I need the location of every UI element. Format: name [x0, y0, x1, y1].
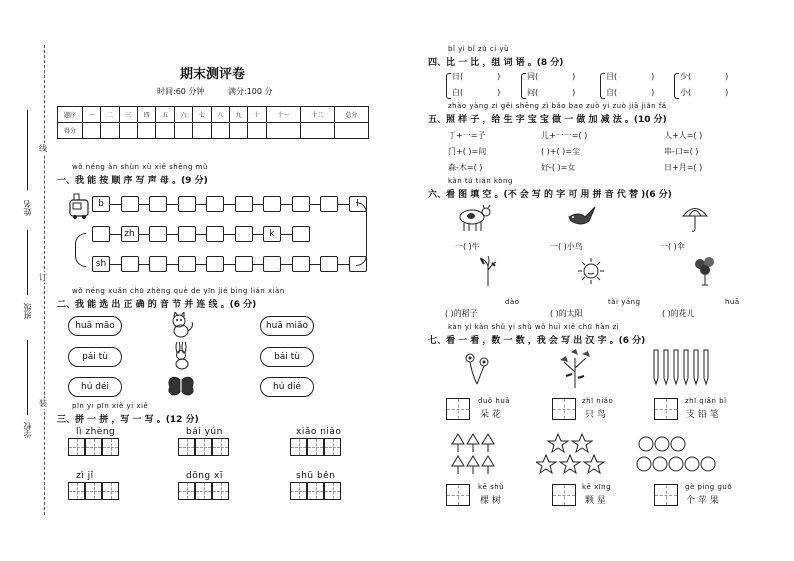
rabbit-icon [170, 342, 194, 374]
answer-box[interactable] [552, 484, 576, 506]
train-track-right [356, 202, 367, 266]
pair-item: 自( ) [606, 88, 655, 97]
q4-heading: 四、比 一 比 ，组 词 语 。(8 分) [428, 58, 564, 68]
word-pinyin: lì zhèng [76, 427, 116, 437]
pair-item: 问( ) [527, 88, 576, 97]
writing-box[interactable] [68, 482, 85, 500]
math-item: 丁+一=子 [448, 131, 486, 140]
school-field[interactable] [27, 340, 28, 415]
fill-pinyin: huā [725, 298, 740, 306]
table-cell: 四 [138, 107, 156, 123]
brace [600, 73, 605, 99]
score-cell[interactable] [119, 123, 137, 139]
option-baitu[interactable]: bái tù [260, 347, 314, 367]
item-pinyin: kē shù [478, 483, 505, 491]
math-item: 门+( )=问 [448, 147, 487, 156]
table-cell: 三 [119, 107, 137, 123]
train-car[interactable] [178, 256, 196, 272]
train-car: b [92, 196, 110, 212]
train-coupler [281, 204, 292, 205]
score-cell[interactable] [101, 123, 119, 139]
q5-heading: 五、照 样 子 ，给 生 字 宝 宝 做 一 做 加 减 法 。(10 分) [428, 115, 667, 125]
margin-label-ding: 订 [39, 273, 47, 282]
score-cell[interactable] [138, 123, 156, 139]
score-cell[interactable] [248, 123, 266, 139]
score-cell[interactable] [193, 123, 211, 139]
flowers-icon [690, 256, 720, 290]
train-car[interactable] [121, 196, 139, 212]
train-coupler [196, 204, 207, 205]
brace [446, 73, 451, 99]
train-coupler [167, 234, 178, 235]
word-pinyin: xiǎo niǎo [296, 427, 342, 437]
table-cell: 总分 [334, 107, 368, 123]
train-coupler [196, 264, 207, 265]
math-item: 好-( )=女 [541, 163, 576, 172]
butterfly-icon [166, 375, 196, 403]
table-cell: 得分 [58, 123, 83, 139]
pair-item: 同( ) [527, 72, 576, 81]
bird-icon [565, 203, 597, 235]
writing-box[interactable] [324, 438, 341, 456]
answer-box[interactable] [446, 398, 470, 420]
train-car[interactable] [149, 256, 167, 272]
table-cell: 六 [174, 107, 192, 123]
score-table [57, 106, 369, 139]
train-car[interactable] [178, 196, 196, 212]
writing-box[interactable] [85, 438, 102, 456]
pair-item: 白( ) [452, 88, 501, 97]
fill-pinyin: tài yáng [608, 298, 641, 306]
table-cell: 八 [211, 107, 229, 123]
train-car[interactable] [235, 256, 253, 272]
math-item: 森-木=( ) [448, 163, 483, 172]
margin-label-school: 学校 [23, 422, 32, 438]
train-car[interactable] [92, 226, 110, 242]
option-huamao[interactable]: huā māo [68, 316, 122, 336]
fill-item: ( )的太阳 [550, 309, 583, 318]
margin-label-class: 班级 [23, 303, 32, 319]
score-table-header-row [58, 107, 369, 123]
train-coupler [253, 264, 264, 265]
score-table-score-row [58, 123, 369, 139]
pair-item: 少( ) [680, 72, 729, 81]
writing-box[interactable] [212, 438, 229, 456]
table-cell: 题序 [58, 107, 83, 123]
brace [521, 73, 526, 99]
train-coupler [224, 204, 235, 205]
answer-box[interactable] [654, 484, 678, 506]
train-coupler [224, 264, 235, 265]
birds-count-icon [556, 348, 594, 392]
train-coupler [110, 264, 121, 265]
q2-heading: 二、我 能 选 出 正 确 的 音 节 并 连 线 。(6 分) [57, 300, 257, 310]
q6-pinyin: kàn tú tián kòng [448, 177, 513, 185]
item-label: 个 苹 果 [686, 496, 719, 506]
cow-icon [455, 203, 495, 237]
train-car[interactable] [292, 196, 310, 212]
train-coupler [338, 204, 349, 205]
table-cell: 二 [101, 107, 119, 123]
train-coupler [338, 264, 349, 265]
pencils-count-icon [648, 348, 714, 390]
exam-score: 满分:100 分 [228, 87, 273, 96]
q3-pinyin: pīn yi pīn xiě yi xiě [72, 402, 149, 410]
fill-pinyin: dào [505, 298, 520, 306]
writing-box[interactable] [324, 482, 341, 500]
train-car[interactable] [320, 196, 338, 212]
train-car: zh [121, 226, 139, 242]
writing-box[interactable] [195, 438, 212, 456]
option-paitu[interactable]: pái tù [68, 347, 122, 367]
option-huamiao[interactable]: huā miāo [260, 316, 314, 336]
table-cell: 十二 [300, 107, 334, 123]
train-coupler [281, 264, 292, 265]
item-pinyin: gè píng guǒ [685, 483, 733, 491]
train-car[interactable] [235, 196, 253, 212]
train-car[interactable] [263, 196, 281, 212]
item-pinyin: kē xīng [582, 483, 612, 491]
train-coupler [310, 264, 321, 265]
word-pinyin: zì jǐ [76, 471, 94, 481]
train-coupler [139, 264, 150, 265]
train-car[interactable] [206, 256, 224, 272]
train-car: sh [92, 256, 110, 272]
score-cell[interactable] [83, 123, 101, 139]
item-pinyin: duǒ huā [478, 397, 511, 405]
table-cell: 九 [229, 107, 247, 123]
rice-icon [478, 256, 498, 290]
writing-box[interactable] [212, 482, 229, 500]
item-label: 颗 星 [585, 496, 606, 506]
item-pinyin: zhī qiān bǐ [685, 397, 727, 405]
q5-pinyin: zhào yàng zi gěi shēng zì bǎo bao zuò yi zuò jiā jiǎn fǎ [448, 102, 667, 110]
score-cell[interactable] [229, 123, 247, 139]
train-car[interactable] [178, 226, 196, 242]
fill-item: 一( )伞 [660, 242, 685, 251]
class-field[interactable] [27, 230, 28, 295]
q4-pinyin: bǐ yi bǐ zǔ cí yǔ [448, 45, 509, 53]
word-pinyin: bái yún [186, 427, 223, 437]
writing-box[interactable] [290, 482, 307, 500]
trees-count-icon [450, 432, 496, 480]
writing-box[interactable] [102, 482, 119, 500]
train-car[interactable] [206, 196, 224, 212]
train-coupler [310, 204, 321, 205]
page-title: 期末测评卷 [180, 67, 246, 82]
margin-label-name: 姓名 [23, 200, 32, 216]
score-cell[interactable] [156, 123, 174, 139]
writing-box[interactable] [178, 438, 195, 456]
pair-item: 日( ) [452, 72, 501, 81]
umbrella-icon [680, 203, 710, 237]
score-cell[interactable] [174, 123, 192, 139]
train-coupler [110, 204, 121, 205]
q2-pinyin: wǒ néng xuǎn chū zhèng què de yīn jié bìng lián xiàn [72, 287, 285, 295]
q6-heading: 六、看 图 填 空 。(不 会 写 的 字 可 用 拼 音 代 替 )(6 分) [428, 190, 672, 200]
score-cell[interactable] [300, 123, 334, 139]
train-engine-icon [68, 192, 90, 220]
flowers-count-icon [460, 350, 494, 390]
train-coupler [167, 264, 178, 265]
train-coupler [253, 234, 264, 235]
train-car[interactable] [149, 226, 167, 242]
writing-box[interactable] [307, 438, 324, 456]
train-car[interactable] [263, 256, 281, 272]
stars-count-icon [536, 432, 606, 480]
train-coupler [139, 234, 150, 235]
train-track-left [75, 233, 86, 267]
q7-heading: 七、看 一 看 ，数 一 数 ，我 会 写 出 汉 字 。(6 分) [428, 336, 646, 346]
math-item: 儿+一一=( ) [541, 131, 588, 140]
option-hudie[interactable]: hú dié [260, 377, 314, 397]
writing-box[interactable] [102, 438, 119, 456]
score-cell[interactable] [211, 123, 229, 139]
writing-box[interactable] [307, 482, 324, 500]
table-cell: 十一 [266, 107, 300, 123]
fill-item: ( )的花儿 [662, 309, 695, 318]
cat-icon [168, 312, 194, 342]
writing-box[interactable] [195, 482, 212, 500]
pair-item: 目( ) [606, 72, 655, 81]
apples-count-icon [636, 432, 716, 480]
train-coupler [110, 234, 121, 235]
train-car[interactable] [121, 256, 139, 272]
answer-box[interactable] [654, 398, 678, 420]
train-car[interactable] [235, 226, 253, 242]
brace [674, 73, 679, 99]
train-coupler [196, 234, 207, 235]
writing-box[interactable] [178, 482, 195, 500]
item-label: 只 鸟 [585, 410, 606, 420]
q7-pinyin: kàn yi kàn shǔ yi shǔ wǒ huì xiě chū hàn zì [448, 323, 620, 331]
train-coupler [139, 204, 150, 205]
answer-box[interactable] [552, 398, 576, 420]
train-car[interactable] [292, 256, 310, 272]
score-cell[interactable] [266, 123, 300, 139]
writing-box[interactable] [85, 482, 102, 500]
math-item: 人+人=( ) [664, 131, 703, 140]
word-pinyin: dōng xī [186, 471, 223, 481]
train-car: k [263, 226, 281, 242]
table-cell: 七 [193, 107, 211, 123]
train-coupler [224, 234, 235, 235]
fill-item: 一( )小鸟 [550, 242, 583, 251]
train-car[interactable] [206, 226, 224, 242]
pair-item: 小( ) [680, 88, 729, 97]
option-hudei[interactable]: hú déi [68, 377, 122, 397]
margin-label-xian: 线 [39, 144, 47, 153]
math-item: ( )+( )=尘 [541, 147, 580, 156]
table-cell: 一 [83, 107, 101, 123]
word-pinyin: shū běn [296, 471, 336, 481]
fill-item: 一( )牛 [455, 242, 480, 251]
train-car[interactable] [149, 196, 167, 212]
answer-box[interactable] [446, 484, 470, 506]
math-item: 日+月=( ) [664, 163, 703, 172]
train-car[interactable] [320, 256, 338, 272]
writing-box[interactable] [290, 438, 307, 456]
train-car[interactable] [292, 226, 310, 242]
item-label: 棵 树 [480, 496, 501, 506]
table-cell: 五 [156, 107, 174, 123]
q1-heading: 一、我 能 按 顺 序 写 声 母 。(9 分) [57, 176, 208, 186]
margin-label-zhuang: 装 [39, 399, 47, 408]
exam-time: 时间:60 分钟 [157, 87, 205, 96]
train-coupler [281, 234, 292, 235]
train-coupler [167, 204, 178, 205]
sun-icon [576, 256, 606, 290]
item-pinyin: zhī niǎo [582, 397, 614, 405]
table-cell: 十 [248, 107, 266, 123]
train-car: l [349, 196, 367, 212]
q1-pinyin: wǒ néng àn shùn xù xiě shēng mǔ [72, 163, 208, 171]
score-cell[interactable] [334, 123, 368, 139]
name-field[interactable] [27, 110, 28, 190]
math-item: 串-口=( ) [664, 147, 699, 156]
item-label: 朵 花 [480, 410, 501, 420]
q3-heading: 三、拼 一 拼 ，写 一 写 。(12 分) [57, 415, 199, 425]
writing-box[interactable] [68, 438, 85, 456]
item-label: 支 铅 笔 [686, 410, 719, 420]
train-coupler [253, 204, 264, 205]
fill-item: ( )的稻子 [445, 309, 478, 318]
